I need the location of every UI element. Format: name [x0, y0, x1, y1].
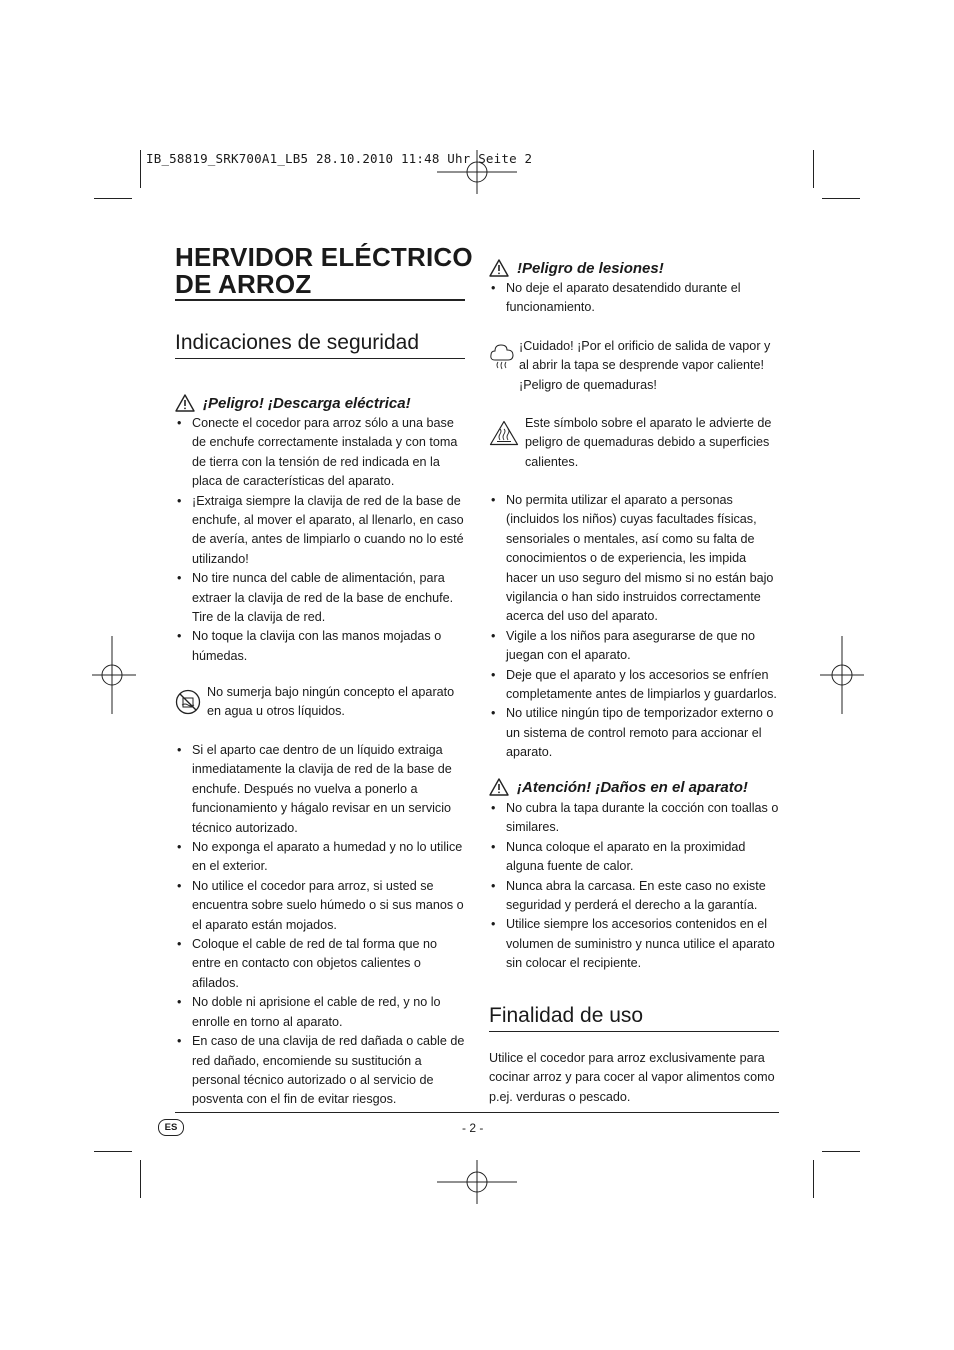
page-title — [175, 244, 473, 298]
registration-mark-icon — [437, 1160, 517, 1204]
crop-mark — [94, 198, 132, 199]
title-line: HERVIDOR ELÉCTRICO — [175, 242, 473, 272]
hot-surface-note: Este símbolo sobre el aparato le advierte de peligro de quemaduras debido a superficies calientes. — [525, 416, 772, 469]
steam-cloud-icon — [489, 340, 515, 372]
list-item: • No exponga el aparato a humedad y no lo utilice en el exterior. — [175, 838, 465, 877]
crop-mark — [822, 1151, 860, 1152]
list-item: • No utilice ningún tipo de temporizador externo o un sistema de control remoto para accionar el aparato. — [489, 704, 781, 762]
print-info: IB_58819_SRK700A1_LB5 28.10.2010 11:48 Uhr Seite 2 — [146, 151, 533, 166]
list-item: • No doble ni aprisione el cable de red, y no lo enrolle en torno al aparato. — [175, 993, 465, 1032]
footer-rule — [175, 1112, 779, 1113]
list-item: • Nunca abra la carcasa. En este caso no existe seguridad y perderá el derecho a la garantía. — [489, 877, 781, 916]
list-item: • Coloque el cable de red de tal forma que no entre en contacto con objetos calientes o afilados. — [175, 935, 465, 993]
list-item: • Conecte el cocedor para arroz sólo a una base de enchufe correctamente instalada y con toma de tierra con la tensión de red indicada en la placa de características del aparato. — [175, 414, 465, 492]
section-rule — [489, 1031, 779, 1032]
warning-heading-electric — [175, 394, 411, 412]
bullet-list-injury — [489, 279, 779, 318]
page-number: - 2 - — [462, 1121, 484, 1135]
list-item: • No deje el aparato desatendido durante el funcionamiento. — [489, 279, 779, 318]
warning-title: !Peligro de lesiones! — [517, 259, 664, 277]
title-line: DE ARROZ — [175, 269, 312, 299]
crop-mark — [813, 150, 814, 188]
list-item: • En caso de una clavija de red dañada o cable de red dañado, encomiende su sustitución a personal técnico autorizado o al servicio de posventa con el fin de evitar riesgos. — [175, 1032, 465, 1110]
warning-triangle-icon — [489, 259, 509, 277]
list-item: • Nunca coloque el aparato en la proximidad alguna fuente de calor. — [489, 838, 781, 877]
hot-surface-icon — [489, 420, 519, 446]
list-item: • No toque la clavija con las manos mojadas o húmedas. — [175, 627, 465, 666]
crop-mark — [140, 150, 141, 188]
section-rule — [175, 358, 465, 359]
list-item: • No cubra la tapa durante la cocción con toallas o similares. — [489, 799, 781, 838]
purpose-text: Utilice el cocedor para arroz exclusivamente para cocinar arroz y para cocer al vapor alimentos como p.ej. verduras o pescado. — [489, 1051, 775, 1104]
list-item: • No tire nunca del cable de alimentación, para extraer la clavija de red de la base de enchufe. Tire de la clavija de red. — [175, 569, 465, 627]
list-item: • ¡Extraiga siempre la clavija de red de la base de enchufe, al mover el aparato, al llenarlo, en caso de avería, antes de limpiarlo o cuando no lo esté utilizando! — [175, 492, 465, 570]
warning-triangle-icon — [489, 778, 509, 796]
list-item: • Si el aparto cae dentro de un líquido extraiga inmediatamente la clavija de red de la base de enchufe. Después no vuelva a ponerlo a funcionamiento y hágalo revisar en un servicio técnico autorizado. — [175, 741, 465, 838]
crop-mark — [822, 198, 860, 199]
list-item: • Vigile a los niños para asegurarse de que no juegan con el aparato. — [489, 627, 781, 666]
registration-mark-icon — [92, 636, 136, 714]
list-item: • Deje que el aparato y los accesorios se enfríen completamente antes de limpiarlos y guardarlos. — [489, 666, 781, 705]
section-title-purpose: Finalidad de uso — [489, 1004, 644, 1027]
crop-mark — [94, 1151, 132, 1152]
warning-triangle-icon — [175, 394, 195, 412]
language-badge: ES — [158, 1119, 184, 1136]
registration-mark-icon — [820, 636, 864, 714]
bullet-list-damage — [489, 799, 781, 974]
bullet-list-general — [175, 741, 465, 1110]
list-item: • No utilice el cocedor para arroz, si usted se encuentra sobre suelo húmedo o si sus manos o el aparato están mojados. — [175, 877, 465, 935]
steam-note: ¡Cuidado! ¡Por el orificio de salida de vapor y al abrir la tapa se desprende vapor caliente! ¡Peligro de quemaduras! — [519, 339, 771, 392]
warning-heading-damage — [489, 778, 748, 796]
list-item: • No permita utilizar el aparato a personas (incluidos los niños) cuyas facultades físicas, sensoriales o mentales, así como su falta de conocimientos o de experiencia, les impida hacer un uso seguro del mismo si no están bajo vigilancia o han sido instruidos correctamente acerca del uso del aparato. — [489, 491, 781, 627]
crop-mark — [140, 1160, 141, 1198]
list-item: • Utilice siempre los accesorios contenidos en el volumen de suministro y nunca utilice el aparato sin colocar el recipiente. — [489, 915, 781, 973]
warning-heading-injury — [489, 259, 664, 277]
bullet-list-use — [489, 491, 781, 763]
bullet-list-electric — [175, 414, 465, 666]
immersion-note: No sumerja bajo ningún concepto el aparato en agua u otros líquidos. — [207, 685, 455, 719]
no-immersion-icon — [175, 689, 201, 715]
title-rule — [175, 299, 465, 301]
section-title-safety: Indicaciones de seguridad — [175, 331, 420, 354]
warning-title: ¡Atención! ¡Daños en el aparato! — [517, 778, 748, 796]
warning-title: ¡Peligro! ¡Descarga eléctrica! — [203, 394, 411, 412]
crop-mark — [813, 1160, 814, 1198]
